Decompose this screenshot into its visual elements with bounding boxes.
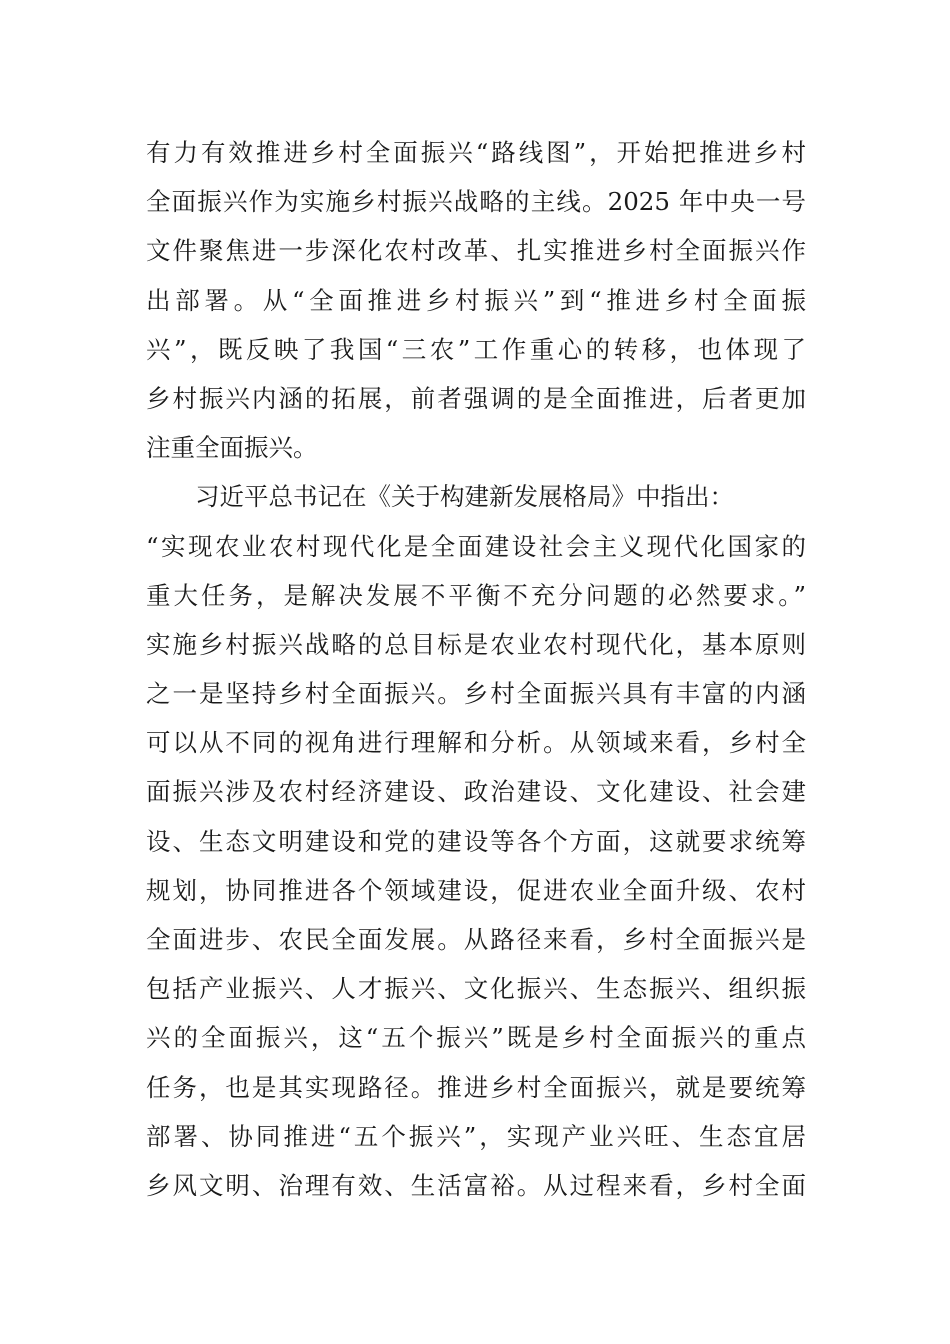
text-line: 注重全面振兴。 — [146, 433, 318, 463]
text-line: 部署、协同推进“五个振兴”，实现产业兴旺、生态宜居 — [146, 1121, 806, 1151]
text-line: 文件聚焦进一步深化农村改革、扎实推进乡村全面振兴作 — [146, 236, 806, 266]
text-line: 面振兴涉及农村经济建设、政治建设、文化建设、社会建 — [146, 777, 806, 807]
text-line: 任务，也是其实现路径。推进乡村全面振兴，就是要统筹 — [146, 1072, 806, 1102]
text-line: 全面进步、农民全面发展。从路径来看，乡村全面振兴是 — [146, 925, 806, 954]
text-line: 乡风文明、治理有效、生活富裕。从过程来看，乡村全面 — [146, 1170, 806, 1200]
text-line: 包括产业振兴、人才振兴、文化振兴、生态振兴、组织振 — [146, 974, 806, 1004]
text-line: “实现农业农村现代化是全面建设社会主义现代化国家的 — [146, 531, 806, 561]
text-line: 出部署。从“全面推进乡村振兴”到“推进乡村全面振 — [146, 285, 806, 315]
text-line: 重大任务，是解决发展不平衡不充分问题的必然要求。” — [146, 580, 806, 610]
text-line: 乡村振兴内涵的拓展，前者强调的是全面推进，后者更加 — [146, 383, 806, 413]
text-line: 兴的全面振兴，这“五个振兴”既是乡村全面振兴的重点 — [146, 1023, 806, 1053]
text-line: 可以从不同的视角进行理解和分析。从领域来看，乡村全 — [146, 728, 806, 758]
body-text — [146, 128, 806, 1210]
text-line: 设、生态文明建设和党的建设等各个方面，这就要求统筹 — [146, 826, 806, 856]
paragraph — [146, 472, 806, 1210]
text-line: 兴”，既反映了我国“三农”工作重心的转移，也体现了 — [146, 334, 806, 364]
text-line: 全面振兴作为实施乡村振兴战略的主线。2025 年中央一号 — [146, 187, 806, 217]
text-line: 有力有效推进乡村全面振兴“路线图”，开始把推进乡村 — [146, 138, 806, 167]
paragraph — [146, 128, 806, 472]
text-line: 之一是坚持乡村全面振兴。乡村全面振兴具有丰富的内涵 — [146, 679, 806, 709]
text-line: 习近平总书记在《关于构建新发展格局》中指出： — [195, 482, 734, 512]
text-line: 规划，协同推进各个领域建设，促进农业全面升级、农村 — [146, 875, 806, 905]
text-line: 实施乡村振兴战略的总目标是农业农村现代化，基本原则 — [146, 629, 806, 659]
